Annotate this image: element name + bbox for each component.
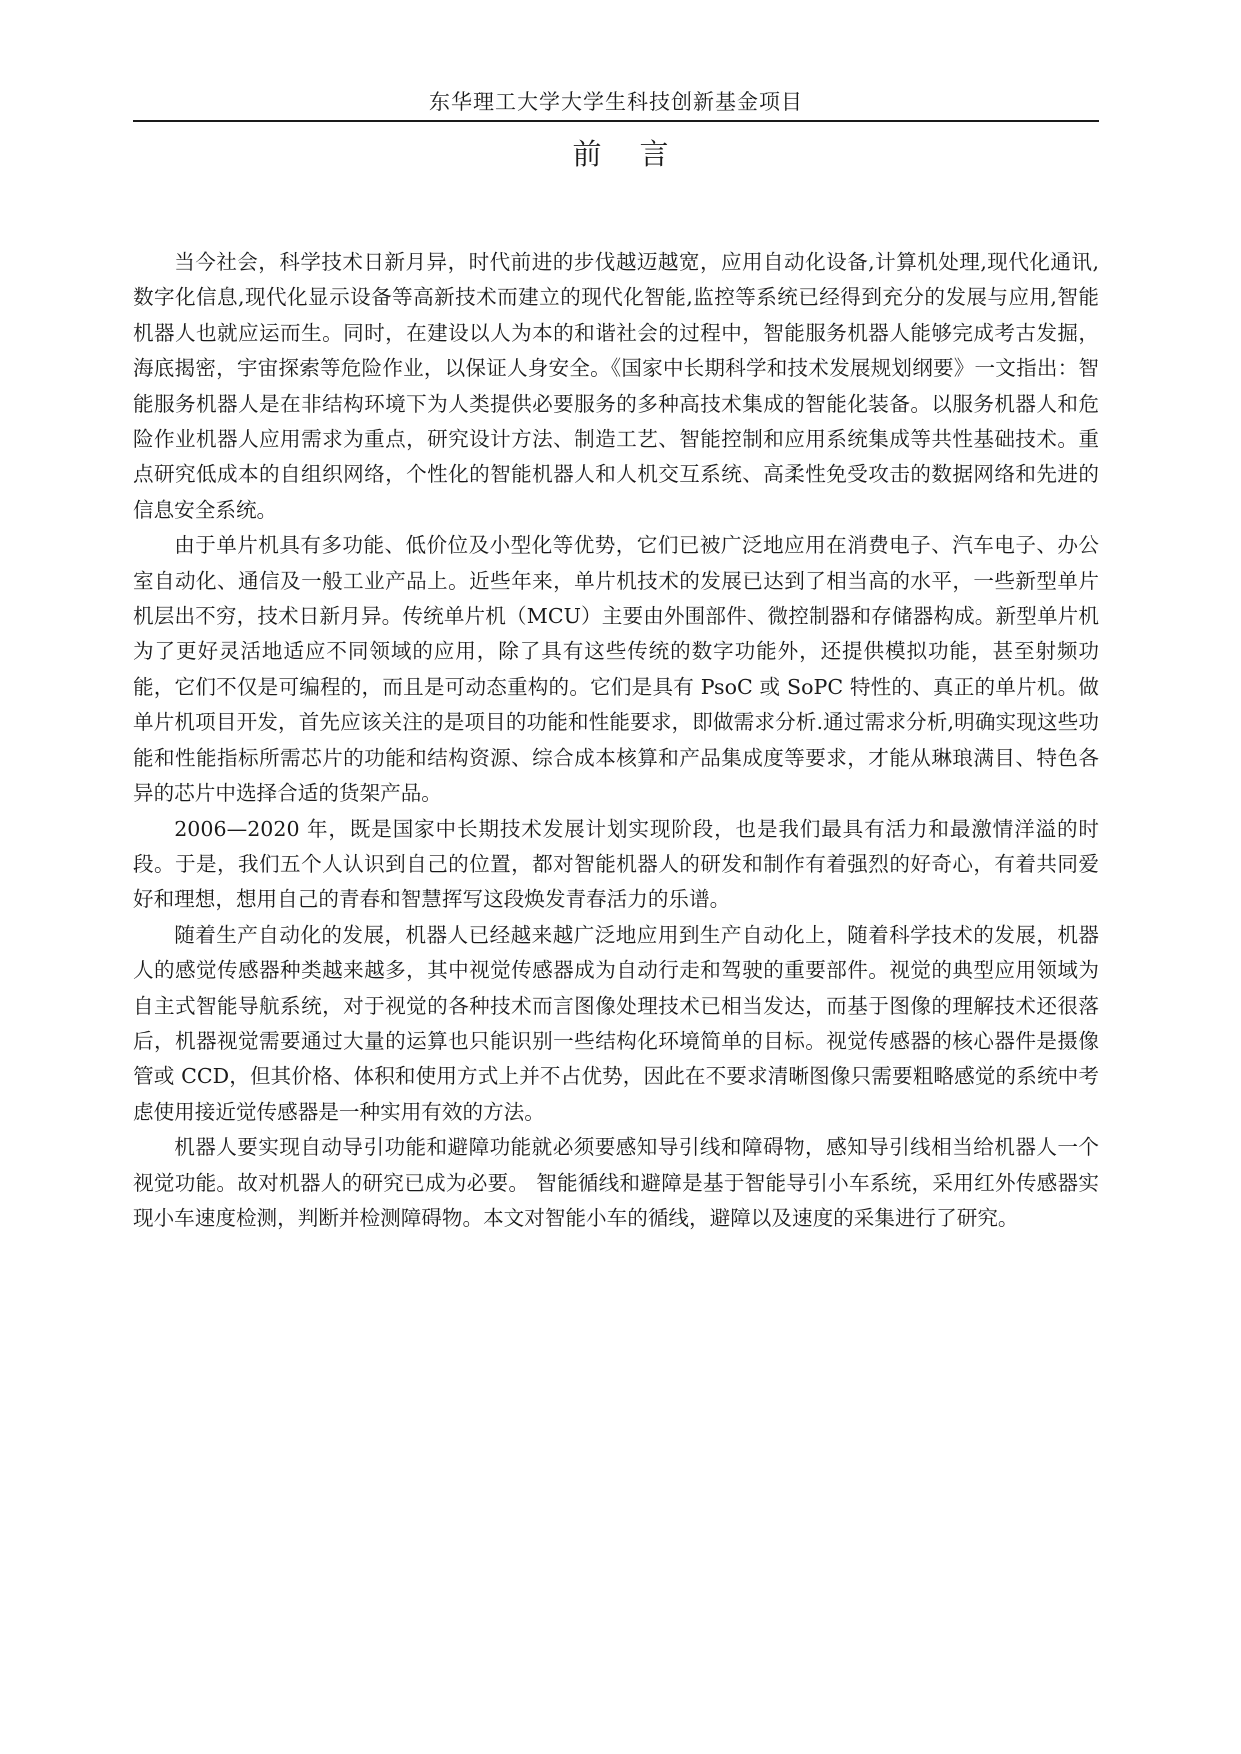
paragraph: 机器人要实现自动导引功能和避障功能就必须要感知导引线和障碍物，感知导引线相当给机器人一个视觉功能。故对机器人的研究已成为必要。 智能循线和避障是基于智能导引小车系统，采用红外传感器实现小车速度检测，判断并检测障碍物。本文对智能小车的循线，避障以及速度的采集进行了研究。 xyxy=(133,1135,1099,1230)
paragraph: 2006—2020 年，既是国家中长期技术发展计划实现阶段，也是我们最具有活力和最激情洋溢的时段。于是，我们五个人认识到自己的位置，都对智能机器人的研发和制作有着强烈的好奇心，有着共同爱好和理想，想用自己的青春和智慧挥写这段焕发青春活力的乐谱。 xyxy=(133,816,1099,912)
body-text xyxy=(133,245,1099,1236)
page-title: 前言 xyxy=(572,137,707,171)
page-header xyxy=(133,84,1099,122)
header-title: 东华理工大学大学生科技创新基金项目 xyxy=(429,90,803,114)
paragraph: 当今社会，科学技术日新月异，时代前进的步伐越迈越宽，应用自动化设备,计算机处理,现代化通讯,数字化信息,现代化显示设备等高新技术而建立的现代化智能,监控等系统已经得到充分的发展与应用,智能机器人也就应运而生。同时，在建设以人为本的和谐社会的过程中，智能服务机器人能够完成考古发掘，海底揭密，宇宙探索等危险作业，以保证人身安全。《国家中长期科学和技术发展规划纲要》一文指出：智能服务机器人是在非结构环境下为人类提供必要服务的多种高技术集成的智能化装备。以服务机器人和危险作业机器人应用需求为重点，研究设计方法、制造工艺、智能控制和应用系统集成等共性基础技术。重点研究低成本的自组织网络，个性化的智能机器人和人机交互系统、高柔性免受攻击的数据网络和先进的信息安全系统。 xyxy=(133,250,1099,522)
paragraph: 由于单片机具有多功能、低价位及小型化等优势，它们已被广泛地应用在消费电子、汽车电子、办公室自动化、通信及一般工业产品上。近些年来，单片机技术的发展已达到了相当高的水平，一些新型单片机层出不穷，技术日新月异。传统单片机（MCU）主要由外围部件、微控制器和存储器构成。新型单片机为了更好灵活地适应不同领域的应用，除了具有这些传统的数字功能外，还提供模拟功能，甚至射频功能，它们不仅是可编程的，而且是可动态重构的。它们是具有 PsoC 或 SoPC 特性的、真正的单片机。做单片机项目开发，首先应该关注的是项目的功能和性能要求，即做需求分析.通过需求分析,明确实现这些功能和性能指标所需芯片的功能和结构资源、综合成本核算和产品集成度等要求，才能从琳琅满目、特色各异的芯片中选择合适的货架产品。 xyxy=(133,533,1099,806)
paragraph: 随着生产自动化的发展，机器人已经越来越广泛地应用到生产自动化上，随着科学技术的发展，机器人的感觉传感器种类越来越多，其中视觉传感器成为自动行走和驾驶的重要部件。视觉的典型应用领域为自主式智能导航系统，对于视觉的各种技术而言图像处理技术已相当发达，而基于图像的理解技术还很落后，机器视觉需要通过大量的运算也只能识别一些结构化环境简单的目标。视觉传感器的核心器件是摄像管或 CCD，但其价格、体积和使用方式上并不占优势，因此在不要求清晰图像只需要粗略感觉的系统中考虑使用接近觉传感器是一种实用有效的方法。 xyxy=(133,922,1099,1124)
